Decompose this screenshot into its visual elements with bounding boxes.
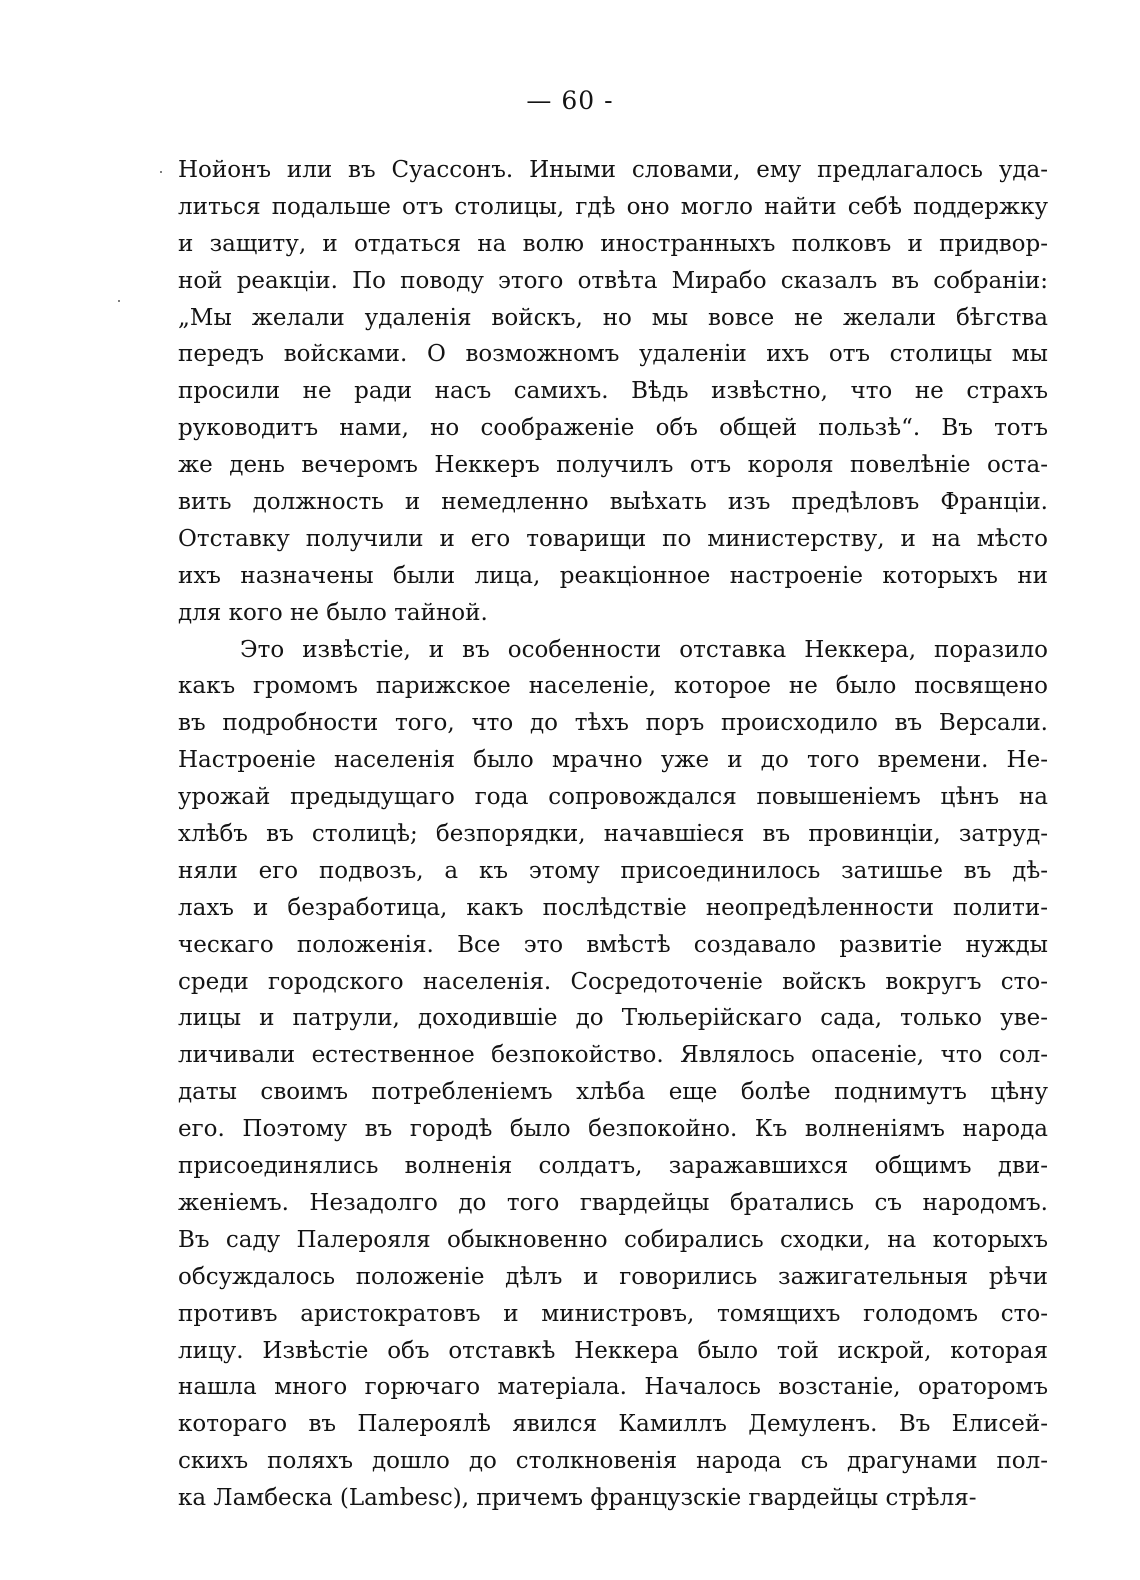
text-line: присоединялись волненія солдатъ, заражавшихся общимъ дви-: [178, 1153, 1048, 1180]
text-line: же день вечеромъ Неккеръ получилъ отъ короля повелѣніе оста-: [178, 452, 1048, 479]
text-line: противъ аристократовъ и министровъ, томящихъ голодомъ сто-: [178, 1300, 1048, 1327]
text-line: среди городского населенія. Сосредоточеніе войскъ вокругъ сто-: [178, 968, 1048, 995]
text-line: урожай предыдущаго года сопровождался повышеніемъ цѣнъ на: [178, 784, 1048, 811]
text-line: хлѣбъ въ столицѣ; безпорядки, начавшіеся въ провинціи, затруд-: [178, 821, 1048, 848]
text-line: лахъ и безработица, какъ послѣдствіе неопредѣленности полити-: [178, 894, 1048, 921]
text-line: передъ войсками. О возможномъ удаленіи ихъ отъ столицы мы: [178, 341, 1048, 368]
text-line: ной реакціи. По поводу этого отвѣта Мирабо сказалъ въ собраніи:: [178, 267, 1048, 294]
body-text: [178, 152, 1048, 1517]
text-line: нашла много горючаго матеріала. Началось возстаніе, ораторомъ: [178, 1374, 1048, 1401]
text-line: котораго въ Палероялѣ явился Камиллъ Демуленъ. Въ Елисей-: [178, 1411, 1048, 1438]
text-line: лицу. Извѣстіе объ отставкѣ Неккера было той искрой, которая: [178, 1337, 1048, 1364]
text-line: для кого не было тайной.: [178, 599, 488, 626]
text-line: руководитъ нами, но соображеніе объ общей пользѣ“. Въ тотъ: [178, 415, 1048, 442]
text-line: вить должность и немедленно выѣхать изъ предѣловъ Франціи.: [178, 489, 1048, 516]
text-line: просили не ради насъ самихъ. Вѣдь извѣстно, что не страхъ: [178, 378, 1048, 405]
text-line: его. Поэтому въ городѣ было безпокойно. Къ волненіямъ народа: [178, 1116, 1048, 1143]
text-line: Въ саду Палерояля обыкновенно собирались сходки, на которыхъ: [178, 1226, 1048, 1253]
text-line: и защиту, и отдаться на волю иностранныхъ полковъ и придвор-: [178, 230, 1048, 257]
text-line: въ подробности того, что до тѣхъ поръ происходило въ Версали.: [178, 710, 1048, 737]
text-line: какъ громомъ парижское населеніе, которое не было посвящено: [178, 673, 1048, 700]
page-number: — 60 -: [526, 86, 614, 115]
text-line: даты своимъ потребленіемъ хлѣба еще болѣе поднимутъ цѣну: [178, 1079, 1048, 1106]
text-line: обсуждалось положеніе дѣлъ и говорились зажигательныя рѣчи: [178, 1263, 1048, 1290]
paragraph: [178, 632, 1048, 1517]
text-line: „Мы желали удаленія войскъ, но мы вовсе не желали бѣгства: [178, 304, 1048, 331]
text-line: Отставку получили и его товарищи по министерству, и на мѣсто: [178, 525, 1048, 552]
text-line: женіемъ. Незадолго до того гвардейцы братались съ народомъ.: [178, 1189, 1048, 1216]
text-line: ихъ назначены были лица, реакціонное настроеніе которыхъ ни: [178, 562, 1048, 589]
scan-speck: [160, 171, 162, 173]
text-line: литься подальше отъ столицы, гдѣ оно могло найти себѣ поддержку: [178, 193, 1048, 220]
text-line: личивали естественное безпокойство. Являлось опасеніе, что сол-: [178, 1042, 1048, 1069]
text-line: ка Ламбеска (Lambesc), причемъ французскіе гвардейцы стрѣля-: [178, 1485, 977, 1512]
text-line: няли его подвозъ, а къ этому присоединилось затишье въ дѣ-: [178, 857, 1048, 884]
text-line: лицы и патрули, доходившіе до Тюльерійскаго сада, только уве-: [178, 1005, 1048, 1032]
text-line: Настроеніе населенія было мрачно уже и до того времени. Не-: [178, 747, 1048, 774]
text-line: ческаго положенія. Все это вмѣстѣ создавало развитіе нужды: [178, 931, 1048, 958]
text-line: скихъ поляхъ дошло до столкновенія народа съ драгунами пол-: [178, 1448, 1048, 1475]
text-line: Нойонъ или въ Суассонъ. Иными словами, ему предлагалось уда-: [178, 157, 1048, 183]
scan-speck: [118, 300, 120, 302]
paragraph: [178, 152, 1048, 632]
text-line: Это извѣстіе, и въ особенности отставка Неккера, поразило: [240, 636, 1048, 663]
